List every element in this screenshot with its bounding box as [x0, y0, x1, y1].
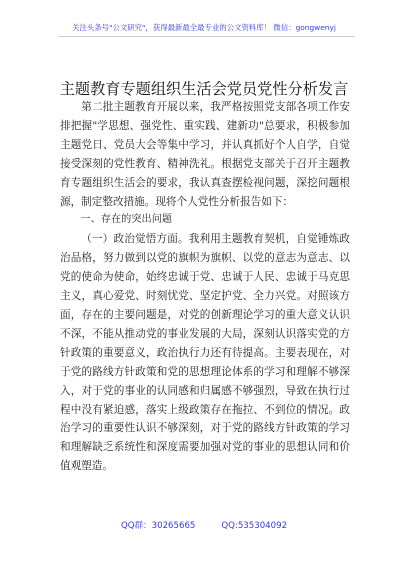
- document-title: 主题教育专题组织生活会党员党性分析发言: [59, 80, 349, 98]
- document-body: [60, 98, 350, 476]
- qq-group-text: QQ群：30265665: [120, 521, 196, 531]
- qq-text: QQ:535304092: [221, 521, 288, 531]
- section-paragraph: （一）政治觉悟方面。我利用主题教育契机，自觉锤炼政治品格，努力做到以党的旗帜为旗帜、以党的意志为意志、以党的使命为使命，始终忠诚于党、忠诚于人民、忠诚于马克思主义，真心爱党、时刻忧党、坚定护党、全力兴党。对照该方面，存在的主要问题是，对党的创新理论学习的重大意义认识不深，不能从推动党的事业发展的大局，深刻认识落实党的方针政策的重要意义，政治执行力还有待提高。主要表现在，对于党的路线方针政策和党的思想理论体系的学习和理解不够深入，对于党的事业的认同感和归属感不够强烈，导致在执行过程中没有紧迫感，落实上级政策存在拖拉、不到位的情况。政治学习的重要性认识不够深刻，对于党的路线方针政策的学习和理解缺乏系统性和深度需要加强对党的事业的思想认同和价值观塑造。: [60, 233, 350, 473]
- header-banner: 关注头条号"公文研究"，获得最新最全最专业的公文资料库！ 微信：gongwenyj: [72, 23, 336, 32]
- footer-contact: [0, 519, 408, 531]
- section-heading: 一、存在的突出问题: [80, 214, 173, 226]
- header-divider: [58, 36, 354, 37]
- intro-paragraph: 第二批主题教育开展以来，我严格按照党支部各项工作安排把握"学思想、强党性、重实践、建新功"总要求，积极参加主题党日、党员大会等集中学习，并认真抓好个人自学，自觉接受深刻的党性教育、精神洗礼。根据党支部关于召开主题教育专题组织生活会的要求，我认真查摆检视问题，深挖问题根源，制定整改措施。现将个人党性分析报告如下：: [60, 101, 350, 208]
